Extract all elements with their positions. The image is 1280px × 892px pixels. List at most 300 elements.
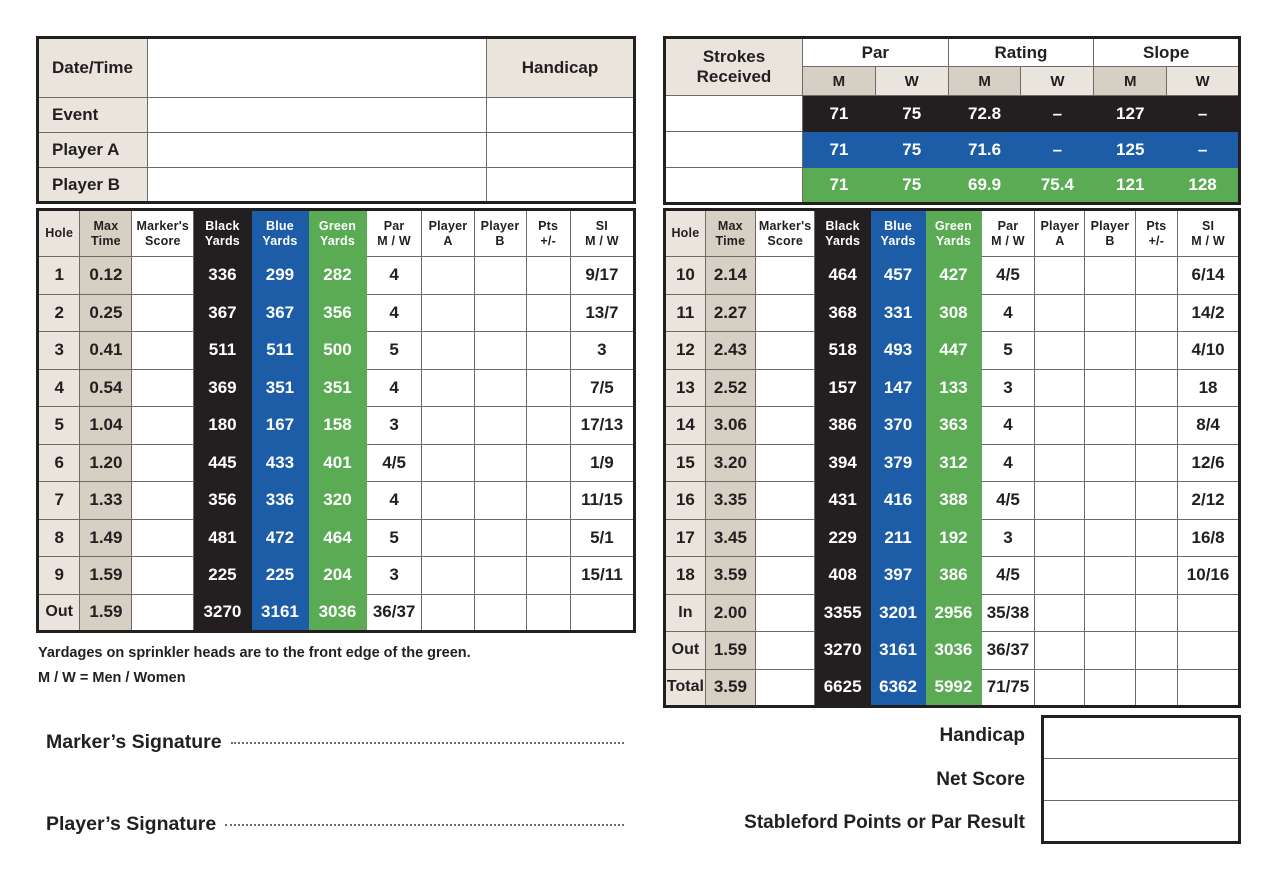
cell-player-a[interactable] (1035, 257, 1085, 295)
cell-markers-score[interactable] (132, 557, 194, 595)
info-label-player-b: Player B (38, 168, 148, 203)
cell-hole: 16 (665, 482, 706, 520)
green-tee-slope-w: 128 (1167, 168, 1240, 204)
front-nine-hole-row (38, 257, 635, 295)
column-header-par: Par M / W (981, 210, 1035, 257)
info-row-player-a (38, 133, 635, 168)
cell-pts[interactable] (1135, 632, 1178, 670)
cell-markers-score[interactable] (132, 257, 194, 295)
back-nine-body (665, 210, 1240, 707)
back-nine-hole-row (665, 294, 1240, 332)
subheader-slope-w: W (1167, 67, 1240, 96)
back-nine-header-row (665, 210, 1240, 257)
cell-markers-score[interactable] (755, 444, 814, 482)
cell-player-a[interactable] (1035, 369, 1085, 407)
cell-si: 11/15 (570, 482, 634, 520)
cell-blue-yards: 351 (251, 369, 309, 407)
back-nine-hole-row (665, 332, 1240, 370)
green-tee-rating-m: 69.9 (948, 168, 1021, 204)
cell-si: 5/1 (570, 519, 634, 557)
black-tee-slope-m: 127 (1094, 96, 1167, 132)
front-nine-hole-row (38, 557, 635, 595)
cell-black-yards: 180 (194, 407, 252, 445)
cell-max-time: 1.59 (80, 557, 132, 595)
cell-hole: 9 (38, 557, 80, 595)
cell-green-yards: 204 (309, 557, 367, 595)
cell-par: 4/5 (981, 557, 1035, 595)
column-header-max-time: Max Time (80, 210, 132, 257)
cell-par: 71/75 (981, 669, 1035, 707)
cell-player-b[interactable] (1085, 632, 1135, 670)
cell-pts[interactable] (1135, 444, 1178, 482)
cell-max-time: 3.59 (705, 557, 755, 595)
back-nine-total-row (665, 594, 1240, 632)
cell-player-a[interactable] (1035, 294, 1085, 332)
black-tee-par-w: 75 (875, 96, 948, 132)
cell-pts[interactable] (526, 444, 570, 482)
cell-player-a[interactable] (422, 332, 474, 370)
info-input-handicap-event[interactable] (487, 98, 635, 133)
cell-par: 36/37 (366, 594, 422, 632)
front-nine-hole-row (38, 407, 635, 445)
cell-markers-score[interactable] (755, 482, 814, 520)
green-tee-rating-w: 75.4 (1021, 168, 1094, 204)
cell-black-yards: 336 (194, 257, 252, 295)
cell-player-a[interactable] (1035, 482, 1085, 520)
cell-hole: 11 (665, 294, 706, 332)
group-header-par: Par (803, 38, 949, 67)
cell-blue-yards: 336 (251, 482, 309, 520)
cell-markers-score[interactable] (755, 407, 814, 445)
info-input-handicap-player-a[interactable] (487, 133, 635, 168)
cell-max-time: 1.33 (80, 482, 132, 520)
cell-player-b[interactable] (1085, 257, 1135, 295)
results-input-net-score[interactable] (1043, 759, 1240, 801)
cell-blue-yards: 433 (251, 444, 309, 482)
cell-black-yards: 481 (194, 519, 252, 557)
cell-black-yards: 6625 (815, 669, 870, 707)
cell-par: 4 (366, 257, 422, 295)
cell-si: 6/14 (1178, 257, 1240, 295)
cell-player-a[interactable] (422, 369, 474, 407)
cell-par: 3 (366, 407, 422, 445)
cell-hole: 13 (665, 369, 706, 407)
cell-blue-yards: 147 (870, 369, 925, 407)
cell-hole: 18 (665, 557, 706, 595)
info-row-player-b (38, 168, 635, 203)
column-header-hole: Hole (665, 210, 706, 257)
cell-par: 36/37 (981, 632, 1035, 670)
cell-pts[interactable] (1135, 369, 1178, 407)
cell-player-b[interactable] (474, 407, 526, 445)
cell-blue-yards: 379 (870, 444, 925, 482)
info-row-event (38, 98, 635, 133)
cell-blue-yards: 3161 (870, 632, 925, 670)
cell-player-a[interactable] (1035, 444, 1085, 482)
cell-green-yards: 500 (309, 332, 367, 370)
info-input-player-b[interactable] (148, 168, 487, 203)
cell-blue-yards: 416 (870, 482, 925, 520)
front-nine-hole-row (38, 519, 635, 557)
cell-green-yards: 3036 (309, 594, 367, 632)
blue-tee-rating-m: 71.6 (948, 132, 1021, 168)
cell-markers-score[interactable] (132, 482, 194, 520)
column-header-si: SI M / W (570, 210, 634, 257)
cell-max-time: 3.06 (705, 407, 755, 445)
cell-pts[interactable] (1135, 294, 1178, 332)
info-header-handicap: Handicap (487, 38, 635, 98)
cell-green-yards: 5992 (926, 669, 981, 707)
cell-black-yards: 3270 (194, 594, 252, 632)
cell-blue-yards: 3161 (251, 594, 309, 632)
results-label-handicap: Handicap (939, 725, 1025, 746)
cell-blue-yards: 331 (870, 294, 925, 332)
cell-pts[interactable] (1135, 332, 1178, 370)
cell-green-yards: 447 (926, 332, 981, 370)
cell-green-yards: 312 (926, 444, 981, 482)
player-info-body (38, 38, 635, 203)
cell-par: 3 (981, 519, 1035, 557)
results-input-handicap[interactable] (1043, 717, 1240, 759)
cell-player-a[interactable] (422, 407, 474, 445)
cell-green-yards: 388 (926, 482, 981, 520)
cell-blue-yards: 472 (251, 519, 309, 557)
cell-player-b[interactable] (474, 444, 526, 482)
cell-si: 14/2 (1178, 294, 1240, 332)
cell-pts[interactable] (1135, 594, 1178, 632)
subheader-rating-m: M (948, 67, 1021, 96)
cell-green-yards: 3036 (926, 632, 981, 670)
column-header-player-b: Player B (1085, 210, 1135, 257)
black-tee-rating-m: 72.8 (948, 96, 1021, 132)
cell-black-yards: 394 (815, 444, 870, 482)
cell-player-a[interactable] (422, 594, 474, 632)
cell-markers-score[interactable] (755, 332, 814, 370)
green-tee-par-m: 71 (803, 168, 876, 204)
cell-green-yards: 351 (309, 369, 367, 407)
cell-pts[interactable] (526, 369, 570, 407)
cell-markers-score[interactable] (132, 519, 194, 557)
cell-markers-score[interactable] (132, 444, 194, 482)
cell-markers-score[interactable] (755, 519, 814, 557)
cell-par: 4 (366, 369, 422, 407)
cell-pts[interactable] (1135, 257, 1178, 295)
marker-signature-row (46, 731, 624, 754)
back-nine-scorecard (663, 208, 1241, 708)
cell-max-time: 2.43 (705, 332, 755, 370)
cell-par: 4/5 (366, 444, 422, 482)
cell-pts[interactable] (1135, 482, 1178, 520)
strokes-received-input-blue[interactable] (665, 132, 803, 168)
cell-green-yards: 464 (309, 519, 367, 557)
cell-hole: Out (665, 632, 706, 670)
info-row-datetime (38, 38, 635, 98)
cell-si: 9/17 (570, 257, 634, 295)
strokes-received-header (665, 38, 803, 96)
info-input-handicap-player-b[interactable] (487, 168, 635, 203)
cell-si: 17/13 (570, 407, 634, 445)
cell-par: 4 (981, 444, 1035, 482)
subheader-par-m: M (803, 67, 876, 96)
cell-markers-score[interactable] (755, 669, 814, 707)
cell-black-yards: 386 (815, 407, 870, 445)
column-header-markers-score: Marker's Score (132, 210, 194, 257)
cell-player-a[interactable] (422, 482, 474, 520)
cell-markers-score[interactable] (755, 594, 814, 632)
cell-player-b[interactable] (474, 369, 526, 407)
player-signature-line[interactable] (225, 824, 624, 826)
cell-player-b[interactable] (1085, 444, 1135, 482)
results-section (737, 715, 1241, 844)
cell-green-yards: 386 (926, 557, 981, 595)
blue-tee-slope-w: – (1167, 132, 1240, 168)
cell-max-time: 3.59 (705, 669, 755, 707)
cell-si: 15/11 (570, 557, 634, 595)
cell-player-a[interactable] (1035, 669, 1085, 707)
cell-pts[interactable] (1135, 557, 1178, 595)
cell-pts[interactable] (1135, 519, 1178, 557)
cell-pts[interactable] (526, 294, 570, 332)
results-labels (737, 715, 1041, 844)
cell-green-yards: 427 (926, 257, 981, 295)
cell-si: 1/9 (570, 444, 634, 482)
blue-tee-rating-w: – (1021, 132, 1094, 168)
cell-player-b[interactable] (1085, 669, 1135, 707)
results-label-net-score: Net Score (936, 768, 1025, 790)
cell-green-yards: 356 (309, 294, 367, 332)
cell-player-a[interactable] (1035, 332, 1085, 370)
cell-player-b[interactable] (1085, 519, 1135, 557)
cell-blue-yards: 493 (870, 332, 925, 370)
cell-player-a[interactable] (422, 257, 474, 295)
results-row-handicap (1043, 717, 1240, 759)
cell-blue-yards: 299 (251, 257, 309, 295)
player-signature-label: Player’s Signature (46, 813, 217, 835)
cell-player-b[interactable] (1085, 407, 1135, 445)
cell-player-a[interactable] (422, 557, 474, 595)
cell-markers-score[interactable] (755, 557, 814, 595)
black-tee-par-m: 71 (803, 96, 876, 132)
course-rating-body (665, 38, 1240, 204)
cell-player-b[interactable] (474, 332, 526, 370)
cell-max-time: 0.25 (80, 294, 132, 332)
subheader-rating-w: W (1021, 67, 1094, 96)
marker-signature-line[interactable] (231, 742, 624, 744)
cell-pts[interactable] (526, 407, 570, 445)
cell-green-yards: 308 (926, 294, 981, 332)
cell-player-b[interactable] (474, 594, 526, 632)
back-nine-hole-row (665, 407, 1240, 445)
cell-hole: 7 (38, 482, 80, 520)
cell-black-yards: 225 (194, 557, 252, 595)
cell-markers-score[interactable] (132, 594, 194, 632)
cell-markers-score[interactable] (755, 632, 814, 670)
strokes-received-input-black[interactable] (665, 96, 803, 132)
blue-tee-par-m: 71 (803, 132, 876, 168)
cell-max-time: 0.41 (80, 332, 132, 370)
info-input-player-a[interactable] (148, 133, 487, 168)
cell-black-yards: 229 (815, 519, 870, 557)
cell-max-time: 0.54 (80, 369, 132, 407)
cell-green-yards: 282 (309, 257, 367, 295)
results-input-stableford[interactable] (1043, 801, 1240, 843)
cell-markers-score[interactable] (132, 332, 194, 370)
cell-max-time: 1.20 (80, 444, 132, 482)
cell-player-a[interactable] (422, 444, 474, 482)
cell-markers-score[interactable] (132, 407, 194, 445)
back-nine-hole-row (665, 257, 1240, 295)
column-header-blue-yards: Blue Yards (251, 210, 309, 257)
cell-max-time: 2.52 (705, 369, 755, 407)
cell-player-a[interactable] (1035, 594, 1085, 632)
cell-par: 4/5 (981, 482, 1035, 520)
cell-pts[interactable] (526, 482, 570, 520)
cell-player-a[interactable] (1035, 557, 1085, 595)
cell-hole: 15 (665, 444, 706, 482)
subheader-slope-m: M (1094, 67, 1167, 96)
info-input-event[interactable] (148, 98, 487, 133)
cell-hole: Out (38, 594, 80, 632)
cell-player-a[interactable] (422, 519, 474, 557)
front-nine-hole-row (38, 369, 635, 407)
group-header-slope: Slope (1094, 38, 1240, 67)
cell-blue-yards: 225 (251, 557, 309, 595)
results-boxes-body (1043, 717, 1240, 843)
column-header-player-b: Player B (474, 210, 526, 257)
cell-blue-yards: 211 (870, 519, 925, 557)
cell-si (1178, 632, 1240, 670)
cell-si: 13/7 (570, 294, 634, 332)
back-nine-hole-row (665, 444, 1240, 482)
cell-player-a[interactable] (1035, 407, 1085, 445)
info-label-event: Event (38, 98, 148, 133)
cell-markers-score[interactable] (755, 294, 814, 332)
cell-max-time: 1.59 (705, 632, 755, 670)
info-label-player-a: Player A (38, 133, 148, 168)
cell-markers-score[interactable] (755, 257, 814, 295)
cell-blue-yards: 370 (870, 407, 925, 445)
course-rating-table (663, 36, 1241, 205)
cell-hole: 1 (38, 257, 80, 295)
cell-hole: Total (665, 669, 706, 707)
cell-player-b[interactable] (474, 294, 526, 332)
cell-par: 5 (366, 519, 422, 557)
group-header-rating: Rating (948, 38, 1094, 67)
cell-green-yards: 158 (309, 407, 367, 445)
cell-par: 3 (981, 369, 1035, 407)
column-header-black-yards: Black Yards (194, 210, 252, 257)
cell-player-a[interactable] (422, 294, 474, 332)
cell-black-yards: 367 (194, 294, 252, 332)
marker-signature-label: Marker’s Signature (46, 731, 222, 753)
cell-pts[interactable] (1135, 407, 1178, 445)
cell-hole: 8 (38, 519, 80, 557)
cell-pts[interactable] (1135, 669, 1178, 707)
results-input-boxes (1041, 715, 1241, 844)
front-nine-body (38, 210, 635, 632)
front-nine-hole-row (38, 482, 635, 520)
cell-black-yards: 3355 (815, 594, 870, 632)
cell-max-time: 3.35 (705, 482, 755, 520)
cell-player-b[interactable] (474, 557, 526, 595)
cell-par: 5 (366, 332, 422, 370)
cell-hole: 6 (38, 444, 80, 482)
cell-player-a[interactable] (1035, 519, 1085, 557)
back-nine-hole-row (665, 519, 1240, 557)
cell-pts[interactable] (526, 257, 570, 295)
column-header-black-yards: Black Yards (815, 210, 870, 257)
cell-markers-score[interactable] (132, 294, 194, 332)
cell-pts[interactable] (526, 594, 570, 632)
cell-black-yards: 445 (194, 444, 252, 482)
front-nine-hole-row (38, 294, 635, 332)
cell-pts[interactable] (526, 332, 570, 370)
cell-player-b[interactable] (1085, 332, 1135, 370)
cell-player-b[interactable] (1085, 482, 1135, 520)
cell-player-b[interactable] (1085, 369, 1135, 407)
black-tee-rating-w: – (1021, 96, 1094, 132)
cell-si (570, 594, 634, 632)
subheader-par-w: W (875, 67, 948, 96)
cell-max-time: 1.49 (80, 519, 132, 557)
column-header-par: Par M / W (366, 210, 422, 257)
player-info-table (36, 36, 636, 204)
cell-par: 3 (366, 557, 422, 595)
info-input-datetime[interactable] (148, 38, 487, 98)
cell-pts[interactable] (526, 519, 570, 557)
cell-black-yards: 464 (815, 257, 870, 295)
rating-row-blue-tee (665, 132, 1240, 168)
cell-markers-score[interactable] (132, 369, 194, 407)
cell-si: 8/4 (1178, 407, 1240, 445)
blue-tee-slope-m: 125 (1094, 132, 1167, 168)
cell-green-yards: 363 (926, 407, 981, 445)
cell-player-a[interactable] (1035, 632, 1085, 670)
cell-player-b[interactable] (474, 257, 526, 295)
column-header-player-a: Player A (1035, 210, 1085, 257)
cell-blue-yards: 457 (870, 257, 925, 295)
results-row-stableford (1043, 801, 1240, 843)
column-header-blue-yards: Blue Yards (870, 210, 925, 257)
cell-black-yards: 518 (815, 332, 870, 370)
front-nine-hole-row (38, 332, 635, 370)
rating-row-black-tee (665, 96, 1240, 132)
cell-si (1178, 594, 1240, 632)
note-sprinkler-yardages: Yardages on sprinkler heads are to the front edge of the green. (38, 645, 471, 661)
cell-markers-score[interactable] (755, 369, 814, 407)
cell-par: 4 (366, 482, 422, 520)
cell-par: 4/5 (981, 257, 1035, 295)
column-header-si: SI M / W (1178, 210, 1240, 257)
cell-player-b[interactable] (1085, 594, 1135, 632)
blue-tee-par-w: 75 (875, 132, 948, 168)
back-nine-hole-row (665, 482, 1240, 520)
cell-hole: In (665, 594, 706, 632)
front-nine-hole-row (38, 444, 635, 482)
cell-si: 18 (1178, 369, 1240, 407)
cell-pts[interactable] (526, 557, 570, 595)
cell-player-b[interactable] (1085, 557, 1135, 595)
cell-player-b[interactable] (1085, 294, 1135, 332)
column-header-markers-score: Marker's Score (755, 210, 814, 257)
cell-black-yards: 369 (194, 369, 252, 407)
strokes-received-input-green[interactable] (665, 168, 803, 204)
cell-player-b[interactable] (474, 482, 526, 520)
cell-black-yards: 3270 (815, 632, 870, 670)
cell-player-b[interactable] (474, 519, 526, 557)
cell-max-time: 2.14 (705, 257, 755, 295)
cell-si: 2/12 (1178, 482, 1240, 520)
